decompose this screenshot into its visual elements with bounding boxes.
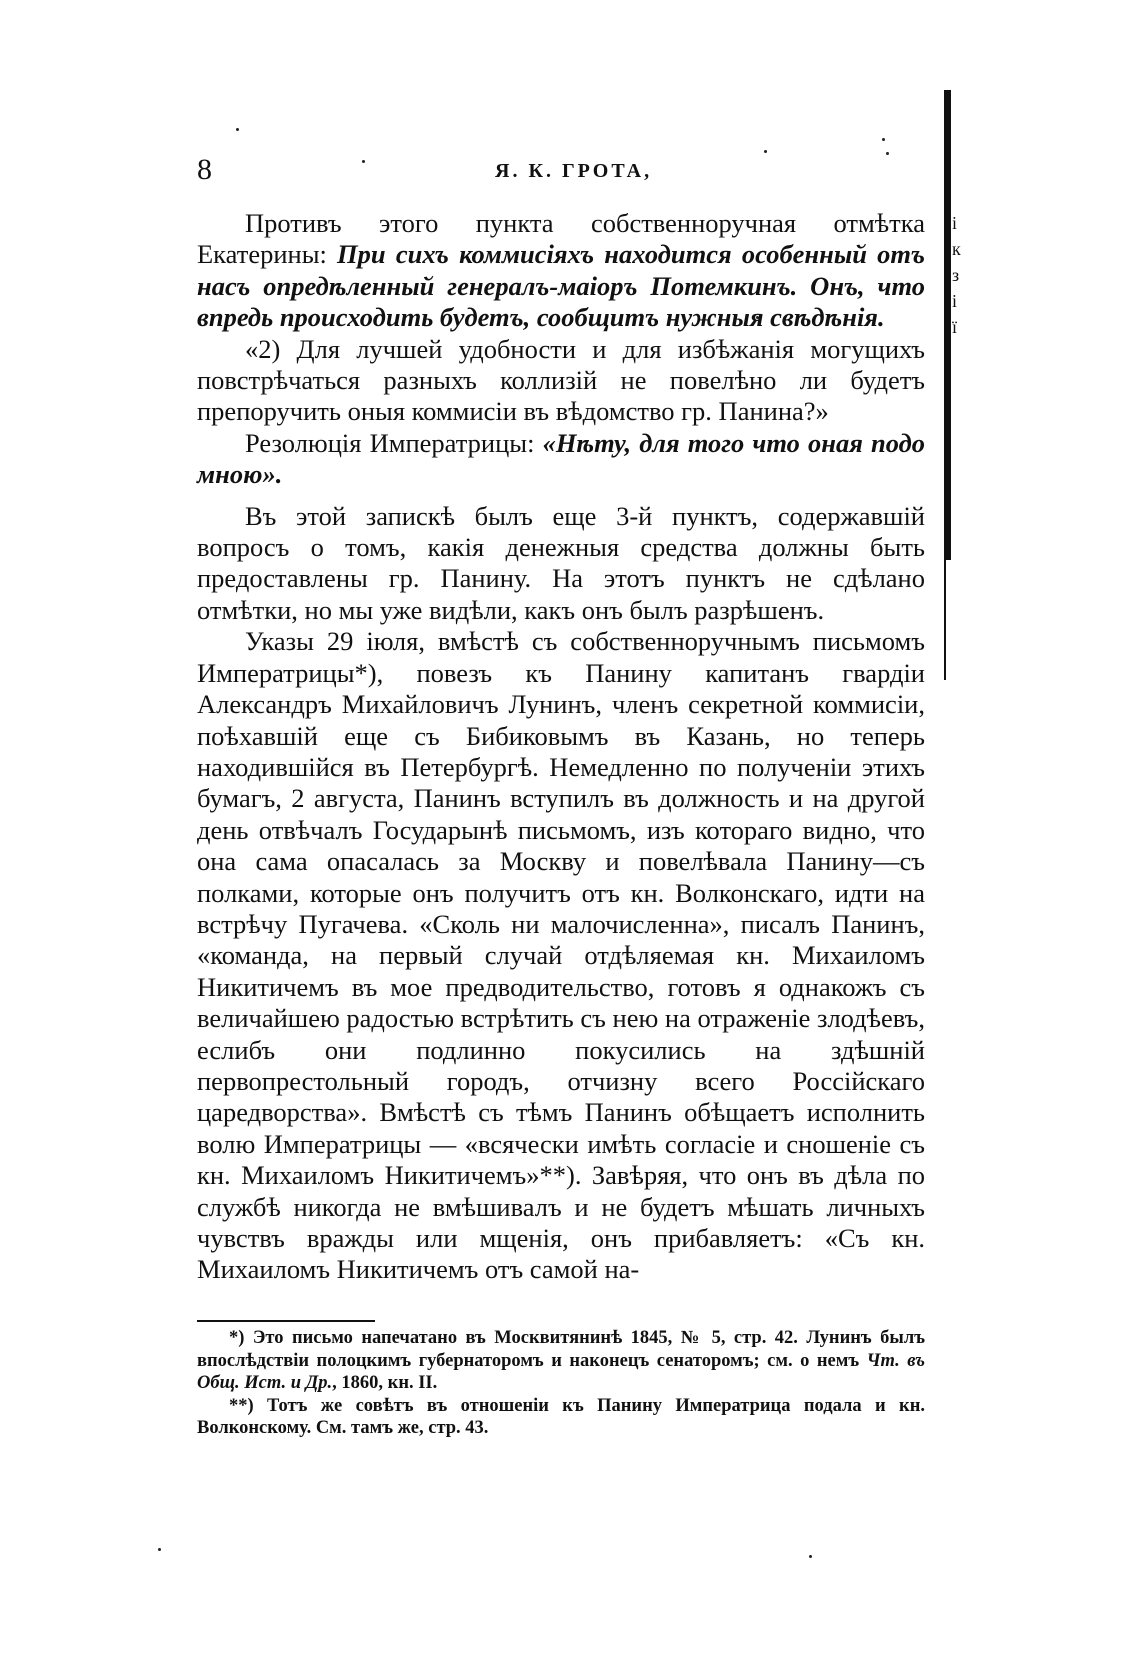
margin-binding-rule-tail: [944, 560, 946, 680]
footnote-2: **) Тотъ же совѣтъ въ отношеніи къ Панину Императрица подала и кн. Волконскому. См. тамъ же, стр. 43.: [197, 1395, 925, 1438]
footnote-text: , 1860, кн. II.: [332, 1373, 438, 1393]
edge-letter-fragments: [952, 210, 972, 340]
running-head: Я. К. ГРОТА,: [495, 160, 653, 182]
print-speck: [158, 1548, 161, 1551]
print-speck: [809, 1555, 812, 1558]
edge-mark: ї: [952, 317, 958, 337]
resolution-italic: При сихъ коммисіяхъ находится особенный отъ насъ опредѣленный генералъ-маіоръ Потемкинъ. Онъ, что впредь происходить будетъ, сообщитъ нужныя свѣдѣнія.: [197, 239, 925, 333]
footnote-citation-italic: Чт. въ Общ. Ист. и Др.: [197, 1350, 925, 1393]
footnote-1: [197, 1327, 925, 1395]
page-number: 8: [197, 153, 212, 186]
margin-binding-rule: [944, 90, 951, 560]
paragraph: «2) Для лучшей удобности и для избѣжанія могущихъ повстрѣчаться разныхъ коллизій не повелѣно ли будетъ препоручить оныя коммисіи въ вѣдомство гр. Панина?»: [197, 333, 925, 427]
page-header: [197, 152, 917, 188]
paragraph: Указы 29 іюля, вмѣстѣ съ собственноручнымъ письмомъ Императрицы*), повезъ къ Панину капитанъ гвардіи Александръ Михайловичъ Лунинъ, членъ секретной коммисіи, поѣхавшій еще съ Бибиковымъ въ Казань, но теперь находившійся въ Петербургѣ. Немедленно по полученіи этихъ бумагъ, 2 августа, Панинъ вступилъ въ должность и на другой день отвѣчалъ Государынѣ письмомъ, изъ котораго видно, что она сама опасалась за Москву и повелѣвала Панину—съ полками, которые онъ получитъ отъ кн. Волконскаго, идти на встрѣчу Пугачева. «Сколь ни малочисленна», писалъ Панинъ, «команда, на первый случай отдѣляемая кн. Михаиломъ Никитичемъ въ мое предводительство, готовъ я однакожъ съ величайшею радостью встрѣтить съ нею на отраженіе злодѣевъ, еслибъ они подлинно покусились на здѣшній первопрестольный городъ, отчизну всего Россійскаго царедворства». Вмѣстѣ съ тѣмъ Панинъ обѣщаетъ исполнить волю Императрицы — «всячески имѣть согласіе и сношеніе съ кн. Михаиломъ Никитичемъ»**). Завѣряя, что онъ въ дѣла по службѣ никогда не вмѣшивалъ и не будетъ мѣшать личныхъ чувствъ вражды или мщенія, онъ прибавляетъ: «Съ кн. Михаиломъ Никитичемъ отъ самой на-: [197, 626, 925, 1285]
edge-mark: і: [952, 291, 958, 311]
paragraph-text: Противъ этого пункта собственноручная отмѣтка Екатерины:: [197, 208, 925, 270]
edge-mark: к: [952, 239, 961, 259]
edge-mark: і: [952, 213, 958, 233]
edge-mark: з: [952, 265, 960, 285]
footnotes: [197, 1327, 925, 1440]
paragraph: [197, 428, 925, 491]
resolution-italic: «Нѣту, для того что оная подо мною».: [197, 427, 925, 490]
footnote-text: *) Это письмо напечатано въ Москвитянинѣ 1845, № 5, стр. 42. Лунинъ былъ впослѣдствіи полоцкимъ губернаторомъ и наконецъ сенаторомъ; см. о немъ: [197, 1328, 925, 1371]
paragraph: [197, 208, 925, 334]
print-speck: [236, 128, 239, 131]
paragraph-text: Резолюція Императрицы:: [245, 427, 543, 458]
footnote-rule: [197, 1320, 375, 1322]
print-speck: [882, 138, 885, 141]
paragraph: Въ этой запискѣ былъ еще 3-й пунктъ, содержавшій вопросъ о томъ, какія денежныя средства должны быть предоставлены гр. Панину. На этотъ пунктъ не сдѣлано отмѣтки, но мы уже видѣли, какъ онъ былъ разрѣшенъ.: [197, 500, 925, 625]
body-text: [197, 208, 925, 1286]
